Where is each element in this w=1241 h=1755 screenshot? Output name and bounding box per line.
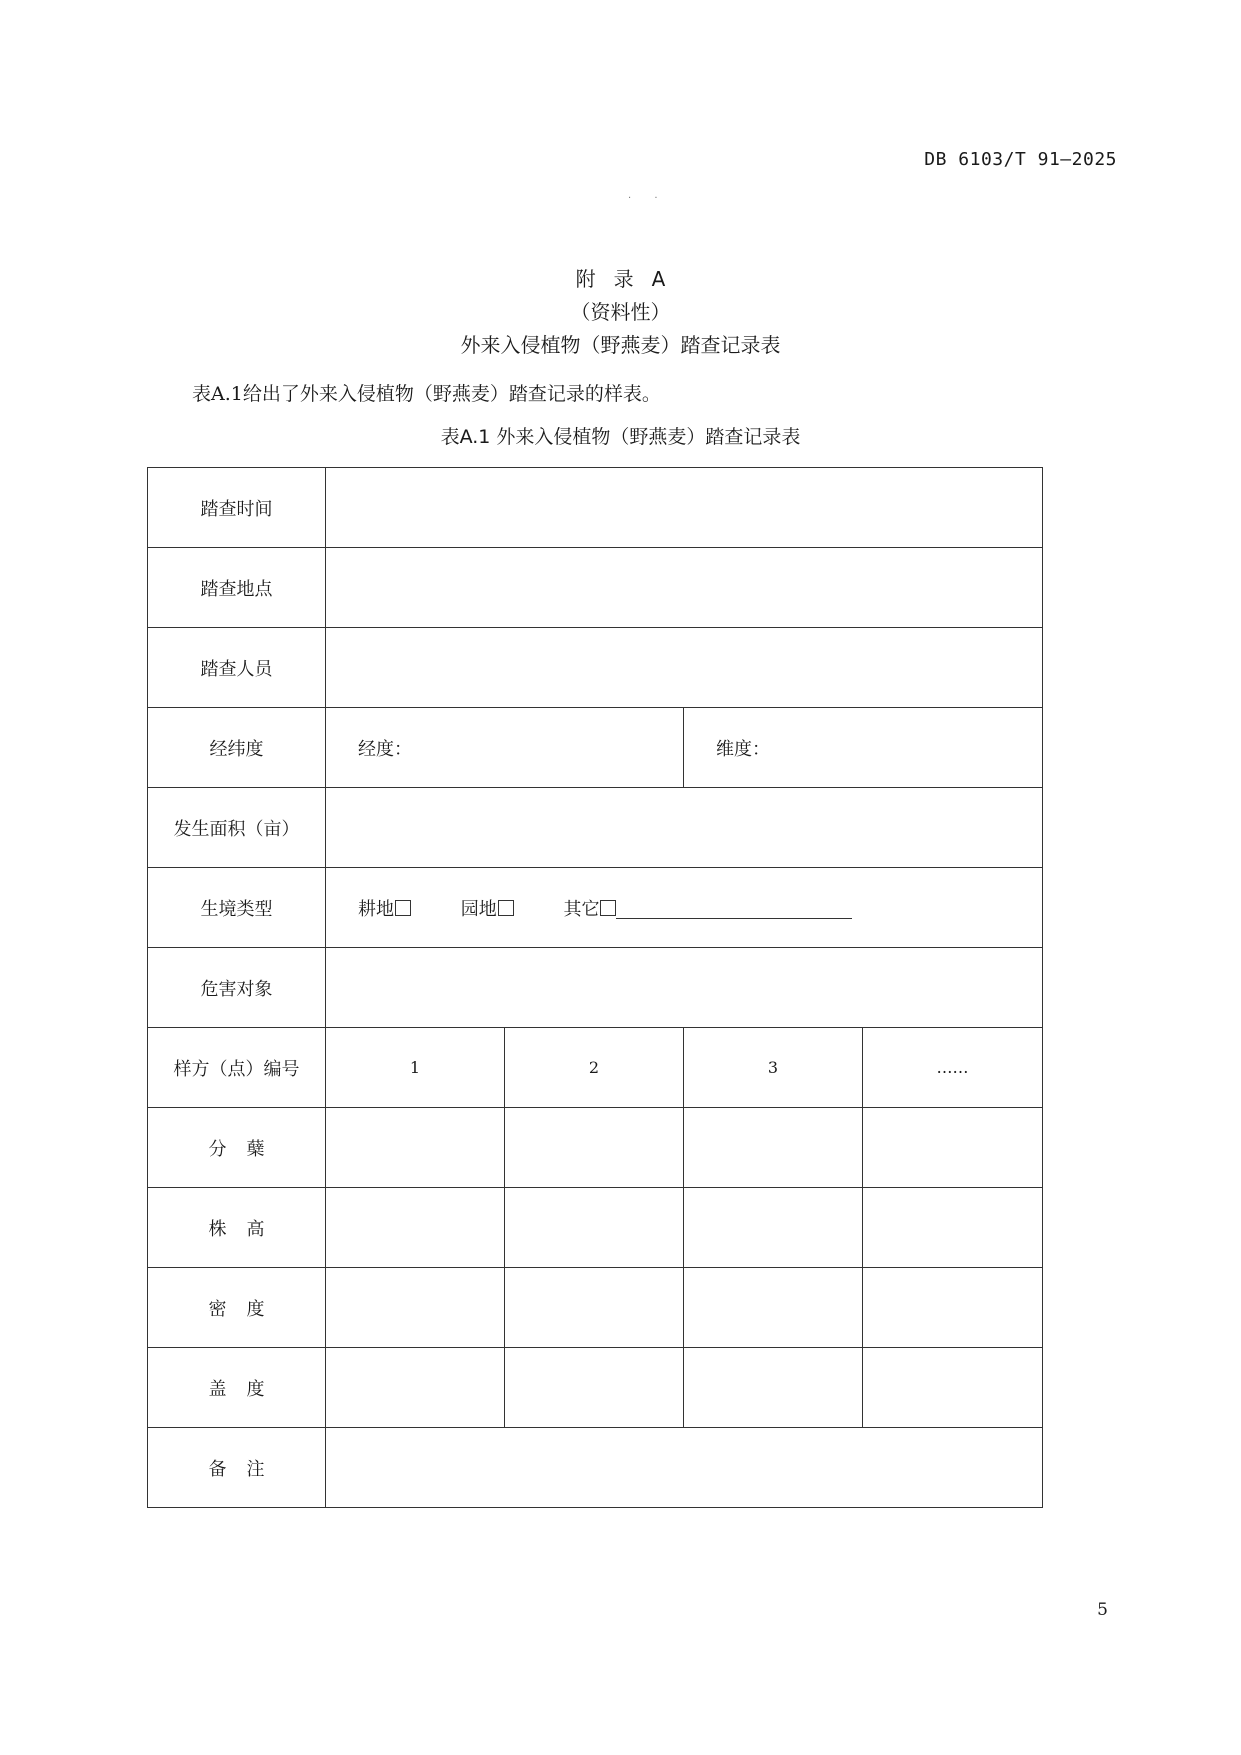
plant-height-cell-3[interactable] <box>684 1188 863 1268</box>
latitude-cell[interactable] <box>684 708 1043 788</box>
coordinates-label: 经纬度 <box>148 708 326 788</box>
habitat-option-label: 耕地 <box>358 898 394 920</box>
plant-height-cell-more[interactable] <box>863 1188 1043 1268</box>
sample-number-1: 1 <box>326 1028 505 1108</box>
habitat-option-other[interactable] <box>563 895 852 921</box>
table-row <box>148 788 1043 868</box>
area-label: 发生面积（亩） <box>148 788 326 868</box>
habitat-option-farmland[interactable] <box>358 895 411 921</box>
plant-height-cell-1[interactable] <box>326 1188 505 1268</box>
appendix-type: （资料性） <box>570 300 671 324</box>
other-fill-line[interactable] <box>616 898 852 919</box>
checkbox-icon[interactable] <box>498 900 514 916</box>
tillering-cell-more[interactable] <box>863 1108 1043 1188</box>
checkbox-icon[interactable] <box>600 900 616 916</box>
table-row <box>148 1348 1043 1428</box>
table-caption: 表A.1 外来入侵植物（野燕麦）踏查记录表 <box>440 426 801 448</box>
plant-height-cell-2[interactable] <box>505 1188 684 1268</box>
appendix-title-block <box>0 263 1241 362</box>
hazard-target-label: 危害对象 <box>148 948 326 1028</box>
sample-id-label: 样方（点）编号 <box>148 1028 326 1108</box>
coverage-cell-3[interactable] <box>684 1348 863 1428</box>
coverage-cell-1[interactable] <box>326 1348 505 1428</box>
coverage-label: 盖度 <box>148 1348 326 1428</box>
tillering-label: 分蘖 <box>148 1108 326 1188</box>
area-value-cell[interactable] <box>326 788 1043 868</box>
table-row <box>148 1268 1043 1348</box>
habitat-options-cell <box>326 868 1043 948</box>
table-row <box>148 868 1043 948</box>
survey-time-value-cell[interactable] <box>326 468 1043 548</box>
table-row <box>148 948 1043 1028</box>
density-cell-3[interactable] <box>684 1268 863 1348</box>
density-cell-more[interactable] <box>863 1268 1043 1348</box>
survey-location-label: 踏查地点 <box>148 548 326 628</box>
latitude-label: 维度： <box>716 738 770 760</box>
tillering-cell-3[interactable] <box>684 1108 863 1188</box>
density-label: 密度 <box>148 1268 326 1348</box>
checkbox-icon[interactable] <box>395 900 411 916</box>
density-cell-1[interactable] <box>326 1268 505 1348</box>
survey-personnel-value-cell[interactable] <box>326 628 1043 708</box>
table-row <box>148 1428 1043 1508</box>
header-dots: · · <box>628 193 668 204</box>
table-row <box>148 1028 1043 1108</box>
intro-paragraph: 表A.1给出了外来入侵植物（野燕麦）踏查记录的样表。 <box>192 383 661 405</box>
survey-personnel-label: 踏查人员 <box>148 628 326 708</box>
appendix-label: 附录A <box>575 267 684 291</box>
habitat-type-label: 生境类型 <box>148 868 326 948</box>
appendix-title: 外来入侵植物（野燕麦）踏查记录表 <box>460 333 781 357</box>
survey-record-table <box>147 467 1043 1508</box>
table-row <box>148 1188 1043 1268</box>
table-row <box>148 628 1043 708</box>
remarks-value-cell[interactable] <box>326 1428 1043 1508</box>
habitat-option-garden[interactable] <box>461 895 514 921</box>
survey-time-label: 踏查时间 <box>148 468 326 548</box>
longitude-cell[interactable] <box>326 708 684 788</box>
coverage-cell-2[interactable] <box>505 1348 684 1428</box>
coverage-cell-more[interactable] <box>863 1348 1043 1428</box>
longitude-label: 经度： <box>358 738 412 760</box>
hazard-target-value-cell[interactable] <box>326 948 1043 1028</box>
habitat-option-label: 其它 <box>563 898 600 920</box>
table-row <box>148 708 1043 788</box>
plant-height-label: 株高 <box>148 1188 326 1268</box>
habitat-option-label: 园地 <box>460 898 497 920</box>
sample-number-more: …… <box>863 1028 1043 1108</box>
table-row <box>148 548 1043 628</box>
document-number: DB 6103/T 91—2025 <box>924 149 1117 170</box>
remarks-label: 备注 <box>148 1428 326 1508</box>
page-number: 5 <box>1097 1600 1108 1620</box>
tillering-cell-1[interactable] <box>326 1108 505 1188</box>
survey-location-value-cell[interactable] <box>326 548 1043 628</box>
sample-number-2: 2 <box>505 1028 684 1108</box>
sample-number-3: 3 <box>684 1028 863 1108</box>
tillering-cell-2[interactable] <box>505 1108 684 1188</box>
table-row <box>148 468 1043 548</box>
table-row <box>148 1108 1043 1188</box>
density-cell-2[interactable] <box>505 1268 684 1348</box>
